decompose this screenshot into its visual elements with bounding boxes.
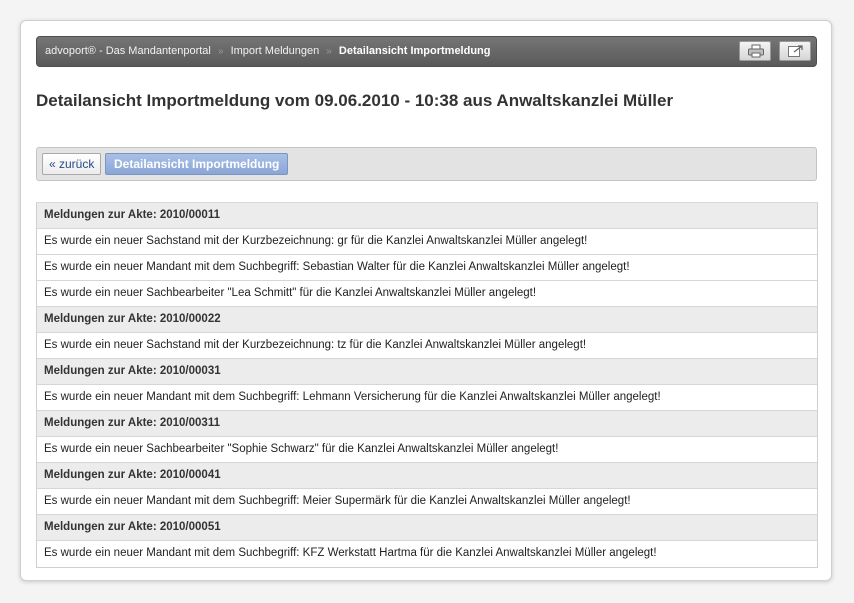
breadcrumb-item-import[interactable]: Import Meldungen <box>230 45 320 57</box>
breadcrumb <box>45 37 491 66</box>
message-row: Es wurde ein neuer Mandant mit dem Suchbegriff: Sebastian Walter für die Kanzlei Anwaltskanzlei Müller angelegt! <box>37 255 817 281</box>
print-button[interactable] <box>739 41 771 61</box>
tab-detailansicht[interactable]: Detailansicht Importmeldung <box>105 153 288 175</box>
breadcrumb-separator: » <box>326 46 332 57</box>
group-header: Meldungen zur Akte: 2010/00011 <box>37 203 817 229</box>
back-button[interactable]: « zurück <box>42 153 101 175</box>
breadcrumb-item-home[interactable]: advoport® - Das Mandantenportal <box>45 45 211 57</box>
message-row: Es wurde ein neuer Sachbearbeiter "Lea Schmitt" für die Kanzlei Anwaltskanzlei Müller angelegt! <box>37 281 817 307</box>
breadcrumb-bar <box>36 36 817 67</box>
main-panel <box>20 20 832 581</box>
group-header: Meldungen zur Akte: 2010/00022 <box>37 307 817 333</box>
message-row: Es wurde ein neuer Mandant mit dem Suchbegriff: Lehmann Versicherung für die Kanzlei Anwaltskanzlei Müller angelegt! <box>37 385 817 411</box>
group-header: Meldungen zur Akte: 2010/00041 <box>37 463 817 489</box>
action-bar <box>36 147 817 181</box>
message-row: Es wurde ein neuer Sachbearbeiter "Sophie Schwarz" für die Kanzlei Anwaltskanzlei Müller angelegt! <box>37 437 817 463</box>
group-header: Meldungen zur Akte: 2010/00031 <box>37 359 817 385</box>
export-button[interactable] <box>779 41 811 61</box>
message-row: Es wurde ein neuer Sachstand mit der Kurzbezeichnung: tz für die Kanzlei Anwaltskanzlei Müller angelegt! <box>37 333 817 359</box>
message-table <box>36 202 818 568</box>
message-row: Es wurde ein neuer Mandant mit dem Suchbegriff: Meier Supermärk für die Kanzlei Anwaltskanzlei Müller angelegt! <box>37 489 817 515</box>
group-header: Meldungen zur Akte: 2010/00051 <box>37 515 817 541</box>
message-row: Es wurde ein neuer Mandant mit dem Suchbegriff: KFZ Werkstatt Hartma für die Kanzlei Anwaltskanzlei Müller angelegt! <box>37 541 817 567</box>
page-title: Detailansicht Importmeldung vom 09.06.2010 - 10:38 aus Anwaltskanzlei Müller <box>36 91 674 110</box>
breadcrumb-current: Detailansicht Importmeldung <box>338 45 491 57</box>
breadcrumb-separator: » <box>217 46 224 57</box>
group-header: Meldungen zur Akte: 2010/00311 <box>37 411 817 437</box>
message-row: Es wurde ein neuer Sachstand mit der Kurzbezeichnung: gr für die Kanzlei Anwaltskanzlei Müller angelegt! <box>37 229 817 255</box>
